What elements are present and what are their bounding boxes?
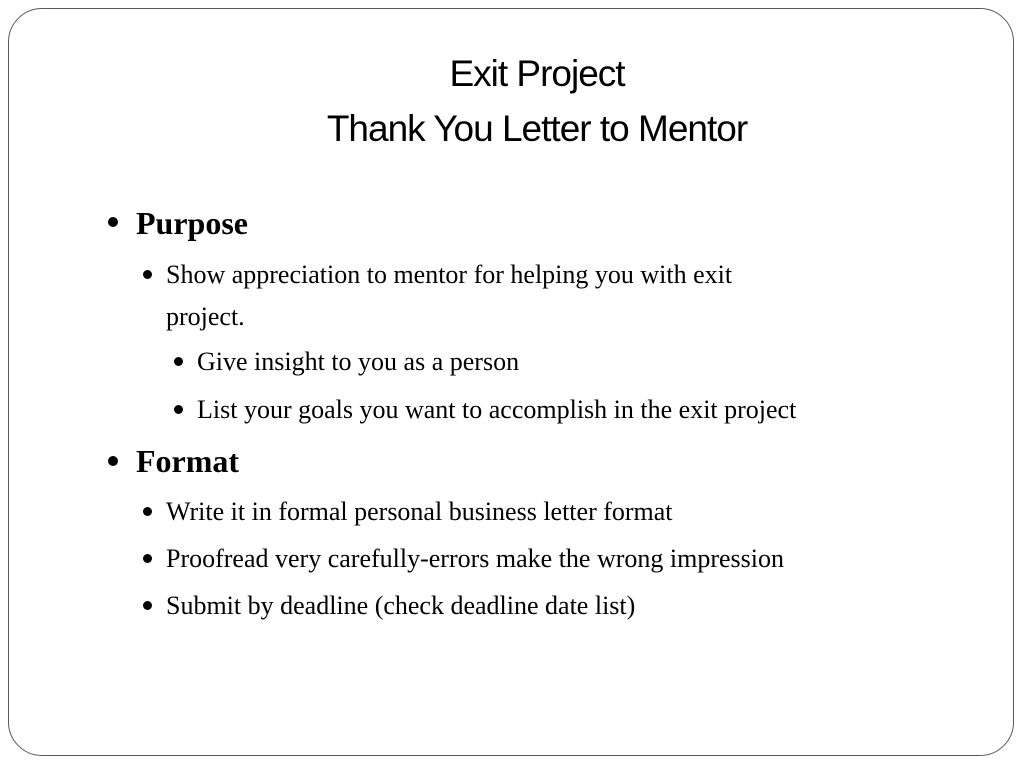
bullet-icon: [174, 357, 183, 366]
bullet-icon: [174, 405, 183, 414]
list-item: Proofread very carefully-errors make the wrong impression: [166, 544, 784, 573]
bullet-icon: [108, 456, 118, 466]
list-item: [166, 254, 732, 338]
list-item: Write it in formal personal business letter format: [166, 497, 673, 526]
list-item-line-1: Show appreciation to mentor for helping you with exit: [166, 260, 733, 289]
bullet-icon: [108, 217, 118, 227]
list-item: Give insight to you as a person: [197, 347, 520, 376]
section-heading-purpose: Purpose: [136, 205, 248, 241]
list-item-line-2: project.: [166, 302, 245, 331]
bullet-icon: [143, 601, 152, 610]
section-heading-format: Format: [136, 443, 240, 479]
list-item: List your goals you want to accomplish in the exit project: [197, 395, 797, 424]
title-line-1: Exit Project: [449, 53, 625, 94]
bullet-icon: [143, 270, 152, 279]
bullet-icon: [143, 507, 152, 516]
title-line-2: Thank You Letter to Mentor: [326, 108, 748, 149]
list-item: Submit by deadline (check deadline date list): [166, 591, 636, 620]
bullet-icon: [143, 554, 152, 563]
